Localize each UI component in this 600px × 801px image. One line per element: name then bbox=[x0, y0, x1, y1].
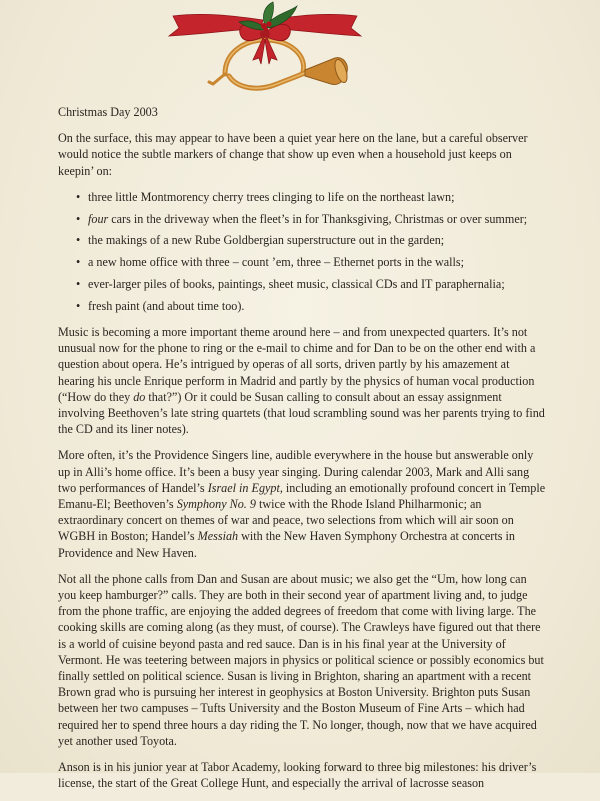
list-item: • four cars in the driveway when the fleet’s in for Thanksgiving, Christmas or over summer; bbox=[76, 211, 528, 226]
list-item: • fresh paint (and about time too). bbox=[76, 298, 245, 313]
list-item: • three little Montmorency cherry trees clinging to life on the northeast lawn; bbox=[76, 189, 455, 204]
letter-date: Christmas Day 2003 bbox=[58, 105, 158, 119]
letter-body bbox=[58, 104, 546, 801]
bullet-icon: • bbox=[76, 211, 81, 226]
college-paragraph: Not all the phone calls from Dan and Susan are about music; we also get the “Um, how long can you keep hamburger?” calls. They are both in their second year of apartment living and, to judge from the phone traffic, are enjoying the added degrees of freedom that come with living large. The cooking skills are coming along (as they must, of course). The Crawleys have figured out that there is a world of cuisine beyond pasta and red sauce. Dan is in his final year at the University of Vermont. He was teetering between majors in physics or political science or possibly economics but finally settled on political science. Susan is living in Brighton, sharing an apartment with a recent Brown grad who is pursuing her interest in geophysics at Boston University. Brighton puts Susan between her two campuses – Tufts University and the Boston Museum of Fine Arts – which had required her to spend three hours a day riding the T. No longer, though, now that we have acquired yet another used Toyota. bbox=[58, 571, 544, 748]
horn-ribbon-ornament bbox=[165, 0, 365, 98]
list-item: • the makings of a new Rube Goldbergian superstructure out in the garden; bbox=[76, 233, 445, 248]
bullet-icon: • bbox=[76, 298, 81, 313]
intro-paragraph: On the surface, this may appear to have been a quiet year here on the lane, but a careful observer would notice the subtle markers of change that show up even when a household just keeps on keepin’ on: bbox=[58, 131, 528, 178]
list-item: • ever-larger piles of books, paintings, sheet music, classical CDs and IT paraphernalia; bbox=[76, 277, 505, 291]
bullet-icon: • bbox=[76, 233, 81, 248]
bullet-icon: • bbox=[76, 189, 81, 204]
music-paragraph: Music is becoming a more important theme around here – and from unexpected quarters. It’s not unusual now for the phone to ring or the e-mail to chime and for Dan to be on the other end with a question about opera. He’s intrigued by operas of all sorts, driven partly by his amazement at hearing his uncle Enrique perform in Madrid and partly by the physics of human vocal production (“How do they do that?”) Or it could be Susan calling to consult about an essay assignment involving Beethoven’s late string quartets (that loud scrambling sound was her parents trying to find the CD and its liner notes). bbox=[58, 325, 545, 437]
bullet-icon: • bbox=[76, 277, 81, 291]
list-item: • a new home office with three – count ’em, three – Ethernet ports in the walls; bbox=[76, 255, 465, 270]
bullet-icon: • bbox=[76, 255, 81, 270]
change-markers-list bbox=[58, 189, 546, 314]
singers-paragraph: More often, it’s the Providence Singers line, audible everywhere in the house but answerable only up in Alli’s home office. It’s been a busy year singing. During calendar 2003, Mark and Alli sang two performances of Handel’s Israel in Egypt, including an emotionally profound concert in Temple Emanu-El; Beethoven’s Symphony No. 9 twice with the Rhode Island Philharmonic; an extraordinary concert on themes of war and peace, two selections from which will air soon on WGBH in Boston; Handel’s Messiah with the New Haven Symphony Orchestra at concerts in Providence and New Haven. bbox=[58, 448, 546, 560]
anson-paragraph: Anson is in his junior year at Tabor Academy, looking forward to three big milestones: his driver’s license, the start of the Great College Hunt, and especially the arrival of lacrosse season bbox=[58, 760, 537, 791]
